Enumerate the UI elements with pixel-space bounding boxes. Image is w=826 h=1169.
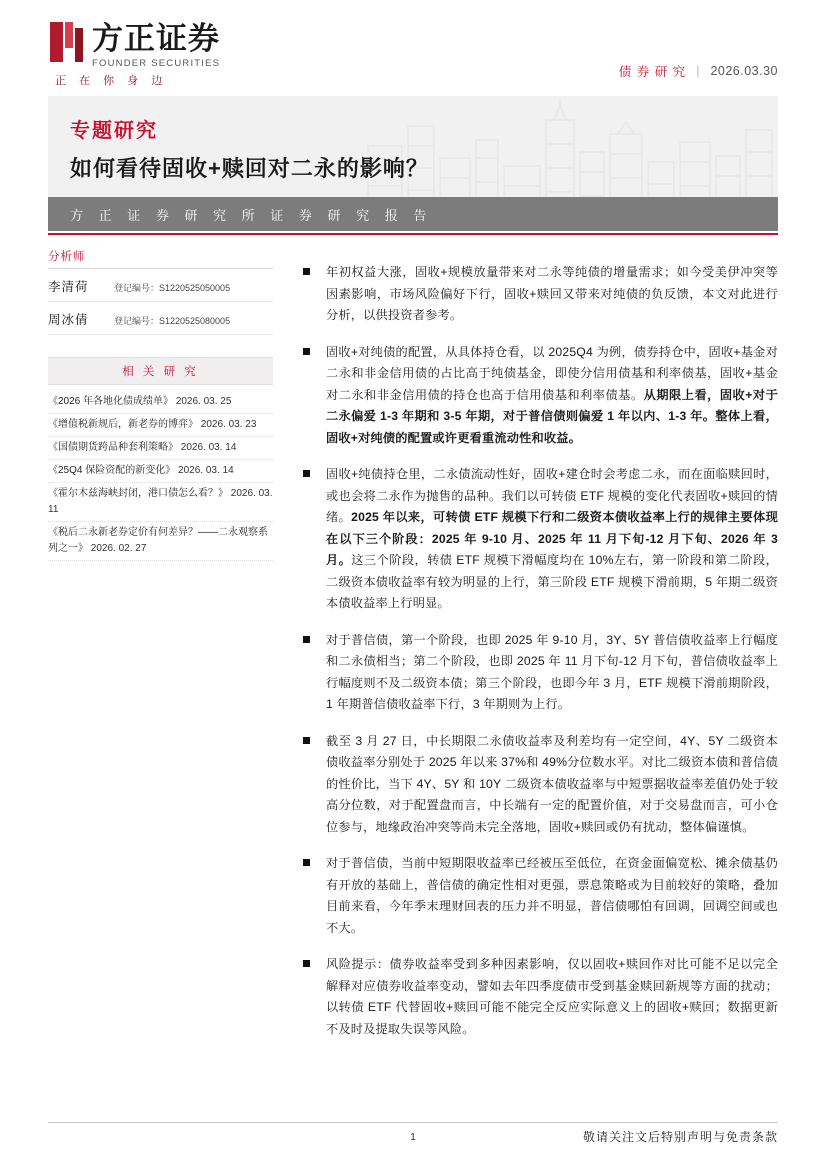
paragraph-text: 风险提示：债券收益率受到多种因素影响，仅以固收+赎回作对比可能不足以完全解释对应债券收益率变动，譬如去年四季度债市受到基金赎回新规等方面的扰动；以转债 ETF 代替固收+赎回可能不能完全反应实际意义上的固收+赎回；数据更新不及时及提取失误等风险。 [326,957,778,1036]
banner-rule [48,233,778,235]
square-bullet-icon [303,636,310,643]
related-title: 《25Q4 保险资配的新变化》 [48,465,176,476]
related-date: 2026. 02. 27 [90,543,147,554]
analyst-item [48,269,273,302]
body-paragraph [300,464,778,615]
square-bullet-icon [303,348,310,355]
title-banner [48,96,778,231]
banner-strip: 方 正 证 券 研 究 所 证 券 研 究 报 告 [48,197,778,231]
list-item[interactable] [48,414,273,437]
analyst-name: 周冰倩 [48,313,89,327]
page-number: 1 [410,1131,416,1143]
body-paragraph [300,731,778,839]
body-paragraph [300,853,778,939]
logo-text-en: FOUNDER SECURITIES [92,58,221,69]
analyst-code: 登记编号：S1220525080005 [114,316,231,326]
company-slogan: 正 在 你 身 边 [55,75,168,87]
related-date: 2026. 03. 11 [48,488,273,515]
sidebar [48,248,273,561]
paragraph-text: 截至 3 月 27 日，中长期限二永债收益率及利差均有一定空间，4Y、5Y 二级资本债收益率分别处于 2025 年以来 37%和 49%分位数水平。对比二级资本债和普信债的性价比，当下 4Y、5Y 和 10Y 二级资本债收益率与中短票据收益率差值仍处于较高分位数，对于配置盘而言，中长端有一定的配置价值，对于交易盘而言，可小仓位参与，地缘政治冲突等尚未完全落地，固收+赎回或仍有扰动，整体偏谨慎。 [326,733,778,834]
report-body [300,262,778,1055]
paragraph-text: 固收+纯债持仓里，二永债流动性好，固收+建仓时会考虑二永，而在面临赎回时，或也会将二永作为抛售的品种。我们以可转债 ETF 规模的变化代表固收+赎回的情绪。2025 年以来，可转债 ETF 规模下行和二级资本债收益率上行的规律主要体现在以下三个阶段：2025 年 9-10 月、2025 年 11 月下旬-12 月下旬、2026 年 3 月。这三个阶段，转债 ETF 规模下滑幅度均在 10%左右，第一阶段和第二阶段，二级资本债收益率有较为明显的上行，第三阶段 ETF 规模下滑前期，5 年期二级资本债收益率上行明显。 [326,467,779,610]
body-paragraph [300,342,778,450]
related-date: 2026. 03. 25 [175,396,232,407]
related-research-header: 相 关 研 究 [48,357,273,385]
body-paragraph [300,630,778,716]
analyst-item [48,302,273,335]
related-title: 《税后二永新老券定价有何差异？——二永观察系列之一》 [48,527,268,554]
analyst-header: 分析师 [48,248,273,269]
list-item[interactable] [48,460,273,483]
paragraph-text: 对于普信债，第一个阶段，也即 2025 年 9-10 月，3Y、5Y 普信债收益率上行幅度和二永债相当；第二个阶段，也即 2025 年 11 月下旬-12 月下旬，普信债收益率上行幅度则不及二级资本债；第三个阶段，也即今年 3 月，ETF 规模下滑前期阶段，1 年期普信债收益率下行，3 年期则为上行。 [326,632,778,711]
list-item[interactable] [48,437,273,460]
analyst-code: 登记编号：S1220525050005 [114,283,231,293]
page-title: 如何看待固收+赎回对二永的影响？ [70,156,429,181]
header-meta [619,62,778,80]
related-title: 《2026 年各地化债成绩单》 [48,396,174,407]
paragraph-text: 对于普信债，当前中短期限收益率已经被压至低位，在资金面偏宽松、摊余债基仍有开放的基础上，普信债的确定性相对更强，票息策略或为目前较好的策略，叠加目前来看，今年季末理财回表的压力并不明显，普信债哪怕有回调，回调空间或也不大。 [326,856,778,935]
list-item[interactable] [48,391,273,414]
list-item[interactable] [48,483,273,522]
square-bullet-icon [303,470,310,477]
logo-text-cn: 方正证券 [92,21,220,57]
body-paragraph [300,954,778,1040]
paragraph-text: 年初权益大涨，固收+规模放量带来对二永等纯债的增量需求；如今受美伊冲突等因素影响，市场风险偏好下行，固收+赎回又带来对纯债的负反馈，本文对此进行分析，以供投资者参考。 [326,265,778,322]
banner-kicker: 专题研究 [70,120,158,142]
paragraph-text: 固收+对纯债的配置，从具体持仓看，以 2025Q4 为例，债券持仓中，固收+基金对二永和非金信用债的占比高于纯债基金，即使分信用债基和利率债基，固收+基金对二永和非金信用债的持仓也高于信用债基和利率债基。从期限上看，固收+对于二永偏爱 1-3 年期和 3-5 年期，对于普信债则偏爱 1 年以内、1-3 年。整体上看，固收+对纯债的配置或许更看重流动性和收益。 [326,344,778,445]
square-bullet-icon [303,859,310,866]
research-category: 债 券 研 究 [618,65,687,79]
square-bullet-icon [303,960,310,967]
related-date: 2026. 03. 14 [178,465,234,476]
header-divider: | [696,64,701,78]
square-bullet-icon [303,268,310,275]
founder-logo-icon [50,22,84,62]
related-date: 2026. 03. 14 [180,442,237,453]
report-date: 2026.03.30 [710,64,778,78]
related-research-list [48,391,273,561]
footer-disclaimer: 敬请关注文后特别声明与免责条款 [582,1130,778,1144]
related-title: 《国债期货跨品种套利策略》 [48,442,178,453]
related-title: 《霍尔木兹海峡封闭，港口债怎么看？》 [48,488,228,499]
footer-divider [48,1122,778,1123]
related-date: 2026. 03. 23 [200,419,257,430]
body-paragraph [300,262,778,327]
analyst-name: 李清荷 [48,280,89,294]
related-title: 《增值税新规后，新老券的博弈》 [48,419,198,430]
company-logo [50,22,220,69]
list-item[interactable] [48,522,273,561]
page-header [0,0,826,88]
square-bullet-icon [303,737,310,744]
